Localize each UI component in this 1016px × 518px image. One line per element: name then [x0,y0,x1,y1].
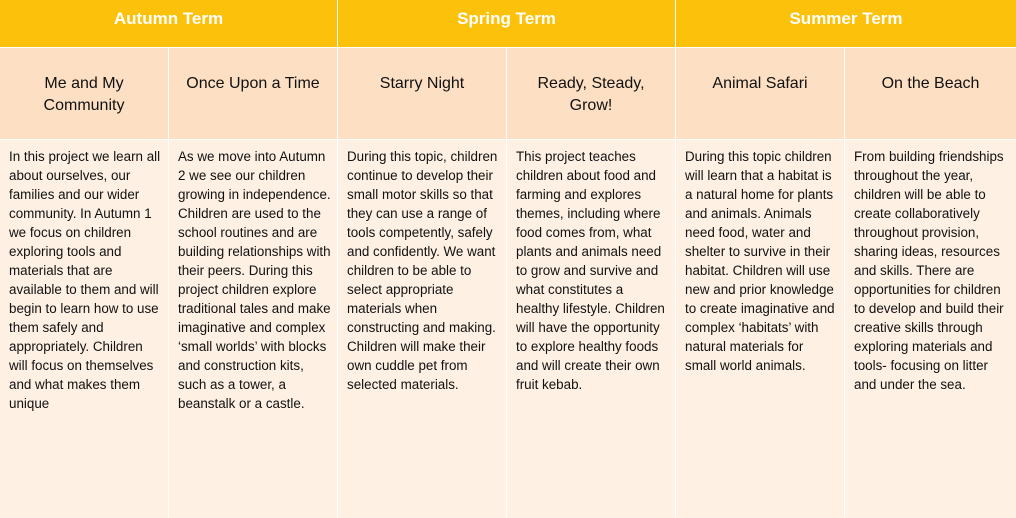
term-header-summer: Summer Term [676,0,1016,48]
topic-description-starry-night: During this topic, children continue to develop their small motor skills so that they can use a range of tools competently, safely and confidently. We want children to be able to select appropriate materials when constructing and making. Children will make their own cuddle pet from selected materials. [338,140,507,518]
topic-title-starry-night [338,48,507,140]
topic-title-text: Animal Safari [712,75,808,92]
term-header-spring: Spring Term [338,0,676,48]
topic-title-text: Ready, Steady, Grow! [537,75,645,114]
topic-title-ready-steady-grow [507,48,676,140]
topic-title-text: Once Upon a Time [186,75,320,92]
topic-title-once-upon-a-time [169,48,338,140]
topic-title-text: Me and My Community [43,75,125,114]
topic-title-me-and-my-community [0,48,169,140]
topic-title-text: Starry Night [379,75,465,92]
topic-description-once-upon-a-time: As we move into Autumn 2 we see our children growing in independence. Children are used to the school routines and are building relationships with their peers. During this project children explore traditional tales and make imaginative and complex ‘small worlds’ with blocks and construction kits, such as a tower, a beanstalk or a castle. [169,140,338,518]
topic-description-ready-steady-grow: This project teaches children about food and farming and explores themes, including where food comes from, what plants and animals need to grow and survive and what constitutes a healthy lifestyle. Children will have the opportunity to explore healthy foods and will create their own fruit kebab. [507,140,676,518]
term-header-autumn: Autumn Term [0,0,338,48]
topic-title-on-the-beach [845,48,1016,140]
topic-description-on-the-beach: From building friendships throughout the year, children will be able to create collaboratively throughout provision, sharing ideas, resources and skills. There are opportunities for children to develop and build their creative skills through exploring materials and tools- focusing on litter and under the sea. [845,140,1016,518]
topic-title-text: On the Beach [881,75,980,92]
topic-title-animal-safari [676,48,845,140]
topic-description-me-and-my-community: In this project we learn all about ourselves, our families and our wider community. In Autumn 1 we focus on children exploring tools and materials that are available to them and will begin to learn how to use them safely and appropriately. Children will focus on themselves and what makes them unique [0,140,169,518]
topic-description-animal-safari: During this topic children will learn that a habitat is a natural home for plants and animals. Animals need food, water and shelter to survive in their habitat. Children will use new and prior knowledge to create imaginative and complex ‘habitats’ with natural materials for small world animals. [676,140,845,518]
